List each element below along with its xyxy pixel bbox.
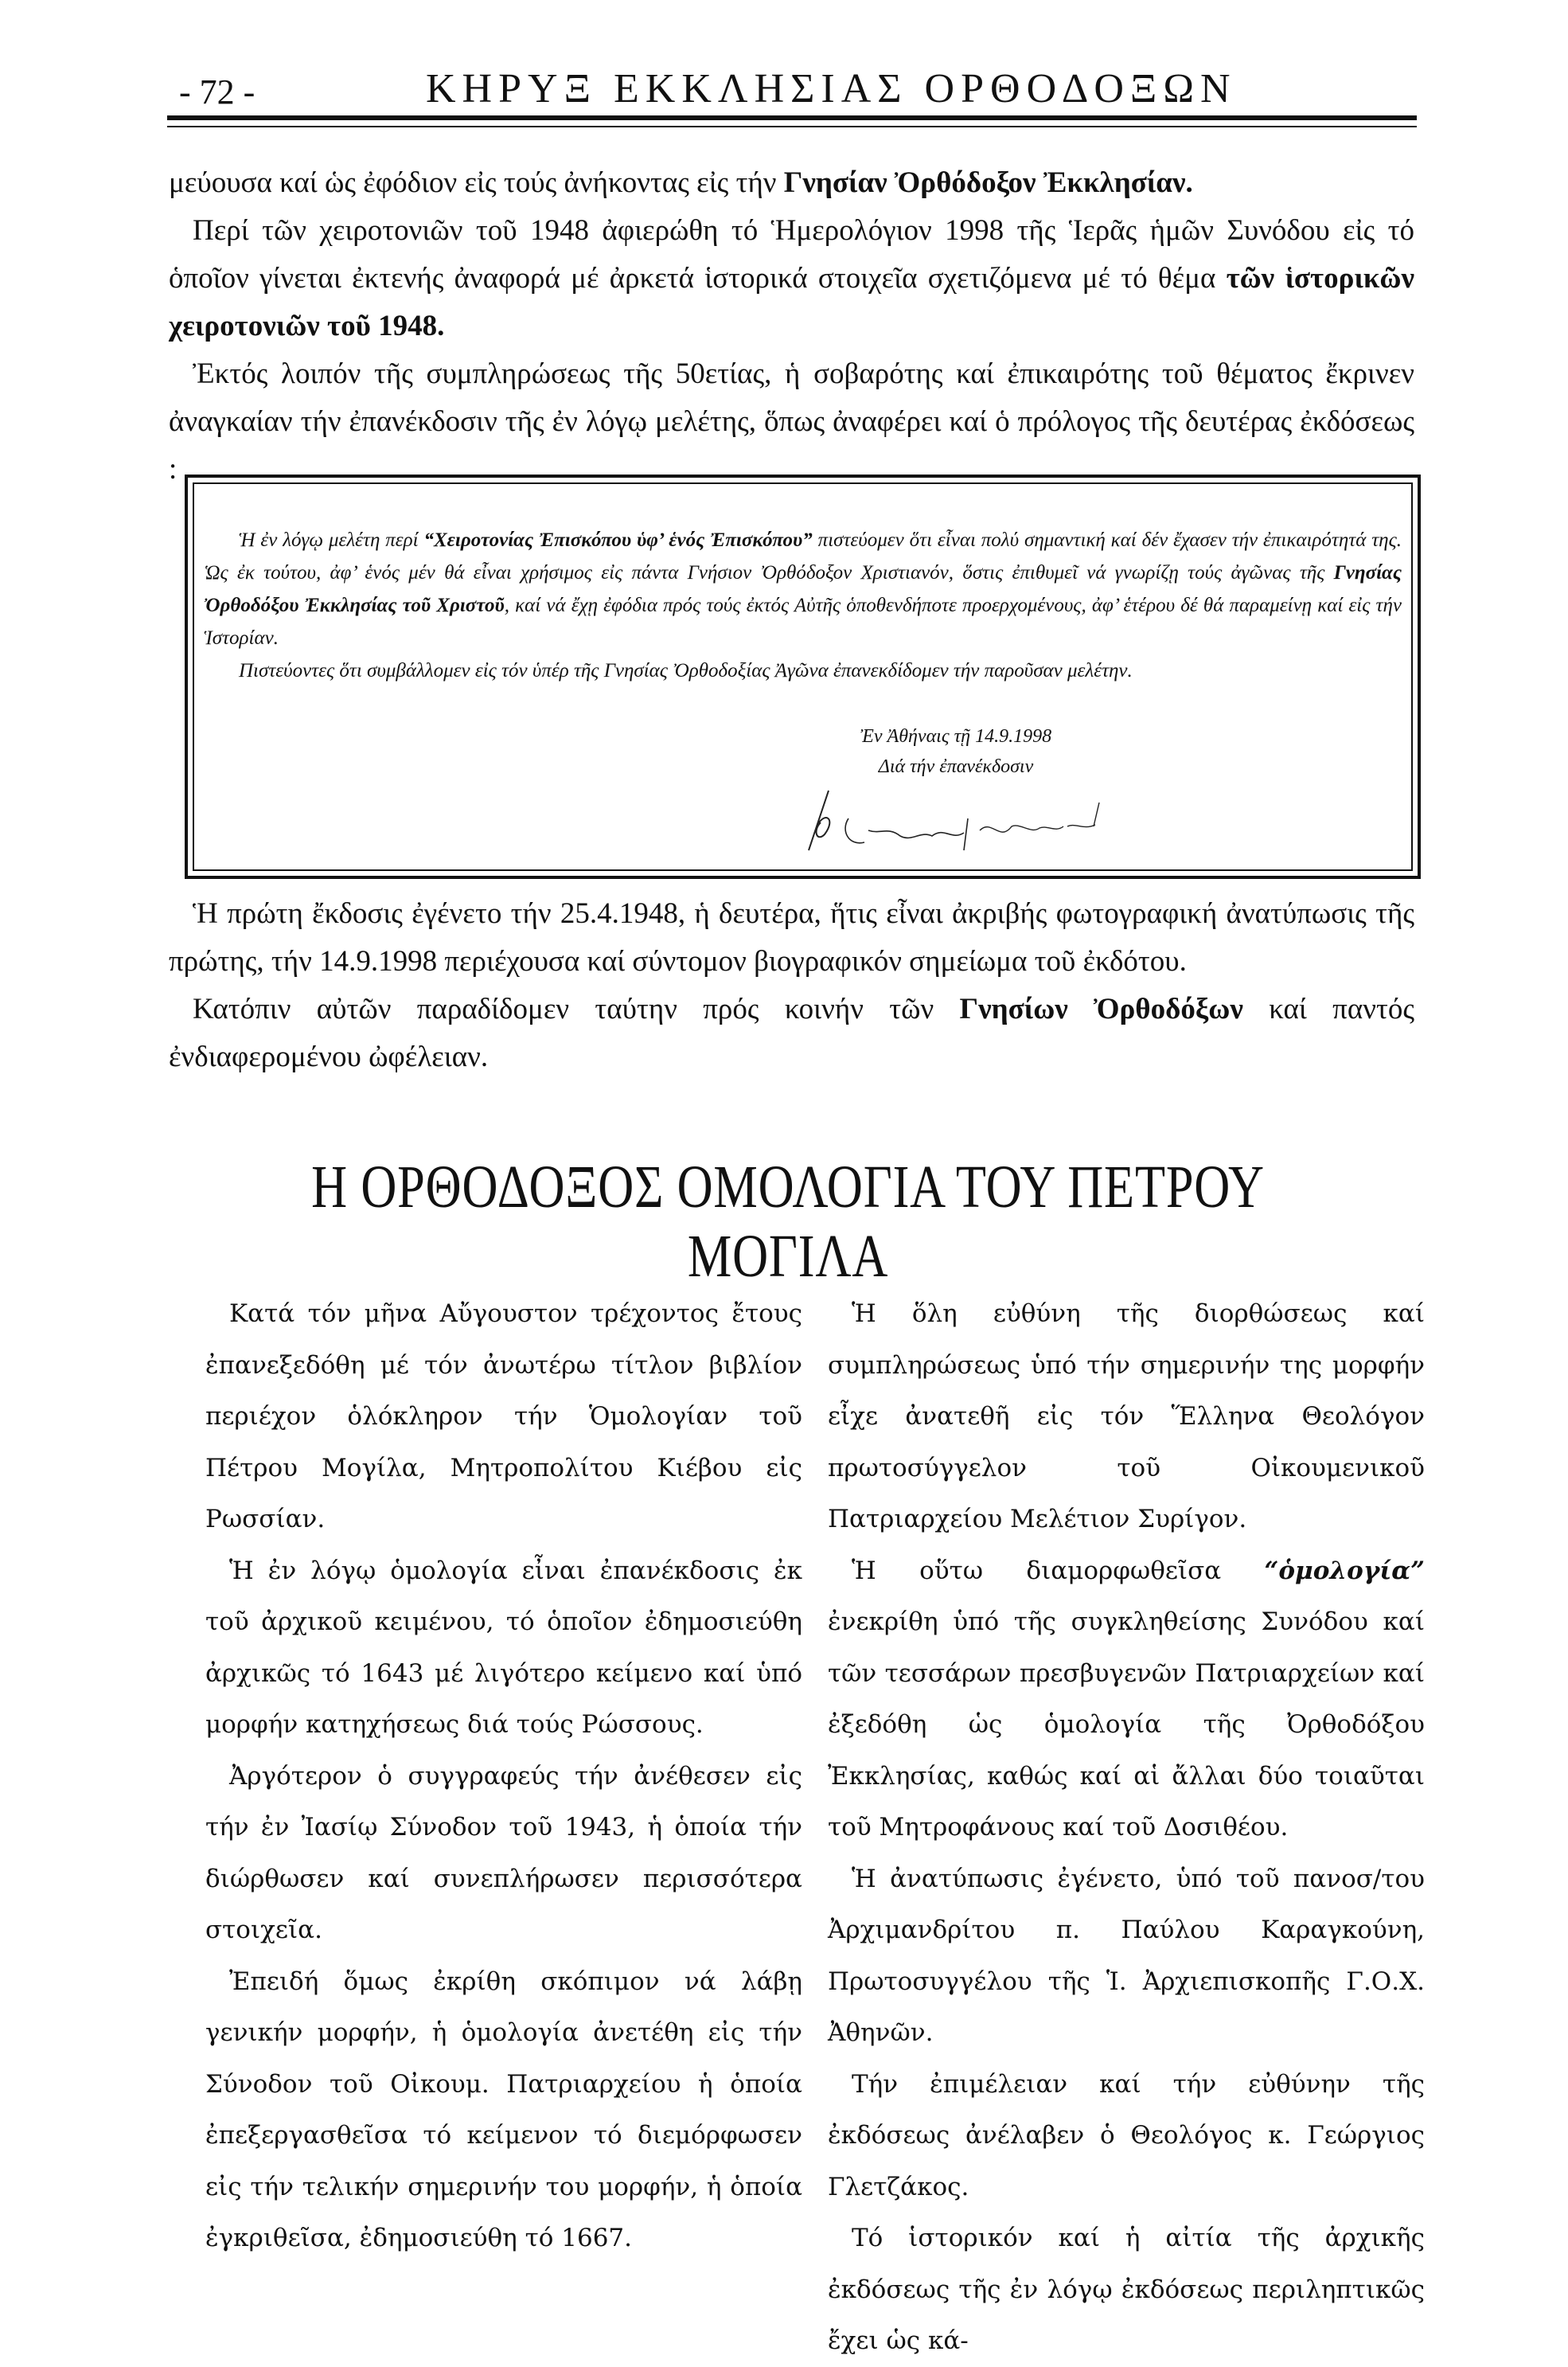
lead-p2-text: Περί τῶν χειροτονιῶν τοῦ 1948 ἀφιερώθη τό Ἡμερολόγιον 1998 τῆς Ἱερᾶς ἡμῶν Συνόδου εἰς τό ὁποῖον γίνεται ἐκτενής ἀναφορά μέ ἀρκετά ἱστορικά στοιχεῖα σχετιζόμενα μέ τό θέμα xyxy=(169,214,1414,295)
quote-p1-a: Ἡ ἐν λόγῳ μελέτη περί xyxy=(239,529,424,551)
right-paragraph-2 xyxy=(828,1545,1425,1853)
left-paragraph: Ἀργότερον ὁ συγγραφεύς τήν ἀνέθεσεν εἰς τήν ἐν Ἰασίῳ Σύνοδον τοῦ 1943, ἡ ὁποία τήν διώρθωσεν καί συνεπλήρωσεν περισσότερα στοιχεῖα. xyxy=(205,1761,802,1944)
quote-paragraph-1 xyxy=(204,524,1402,654)
left-paragraph: Κατά τόν μῆνα Αὔγουστον τρέχοντος ἔτους ἐπανεξεδόθη μέ τόν ἀνωτέρω τίτλον βιβλίον περιέχον ὁλόκληρον τήν Ὁμολογίαν τοῦ Πέτρου Μογίλα, Μητροπολίτου Κιέβου εἰς Ρωσσίαν. xyxy=(205,1299,802,1533)
signature-block xyxy=(837,721,1075,782)
lead-paragraph-3: Ἐκτός λοιπόν τῆς συμπληρώσεως τῆς 50ετίας, ἡ σοβαρότης καί ἐπικαιρότης τοῦ θέματος ἔκρινεν ἀναγκαίαν τήν ἐπανέκδοσιν τῆς ἐν λόγῳ μελέτης, ὅπως ἀναφέρει καί ὁ πρόλογος τῆς δευτέρας ἐκδόσεως : xyxy=(169,357,1414,486)
header-rule-thin xyxy=(167,126,1417,127)
right-paragraph-5: Τό ἱστορικόν καί ἡ αἰτία τῆς ἀρχικῆς ἐκδόσεως τῆς ἐν λόγῳ ἐκδόσεως περιληπτικῶς ἔχει ὡς κά- xyxy=(828,2224,1425,2355)
for-reissue: Διά τήν ἐπανέκδοσιν xyxy=(878,756,1034,777)
left-column xyxy=(205,1288,802,2264)
place-date: Ἐν Ἀθήναις τῇ 14.9.1998 xyxy=(860,726,1052,747)
right-p2-end: ἐνεκρίθη ὑπό τῆς συγκληθείσης Συνόδου καί τῶν τεσσάρων πρεσβυγενῶν Πατριαρχείων καί ἐξεδόθη ὡς ὁμολογία τῆς Ὀρθοδόξου Ἐκκλησίας, καθώς καί αἱ ἄλλαι δύο τοιαῦται τοῦ Μητροφάνους καί τοῦ Δοσιθέου. xyxy=(828,1607,1425,1842)
body2-paragraph-2 xyxy=(169,986,1414,1081)
quote-text xyxy=(204,524,1402,777)
right-p2-emphasis: “ὁμολογία” xyxy=(1264,1556,1425,1585)
lead-paragraph-2 xyxy=(169,207,1414,350)
body2-paragraph-1: Ἡ πρώτη ἔκδοσις ἐγένετο τήν 25.4.1948, ἡ δευτέρα, ἥτις εἶναι ἀκριβής φωτογραφική ἀνατύπωσις τῆς πρώτης, τήν 14.9.1998 περιέχουσα καί σύντομον βιογραφικόν σημείωμα τοῦ ἐκδότου. xyxy=(169,897,1414,978)
handwritten-signature-icon xyxy=(793,787,1127,858)
body-text-2 xyxy=(169,890,1414,1081)
quote-p1-bold1: “Χειροτονίας Ἐπισκόπου ὑφ’ ἑνός Ἐπισκόπου” xyxy=(423,529,813,551)
right-paragraph-3: Ἡ ἀνατύπωσις ἐγένετο, ὑπό τοῦ πανοσ/του Ἀρχιμανδρίτου π. Παύλου Καραγκούνη, Πρωτοσυγγέλου τῆς Ἱ. Ἀρχιεπισκοπῆς Γ.Ο.Χ. Ἀθηνῶν. xyxy=(828,1864,1425,2047)
lead-p1-bold: Γνησίαν Ὀρθόδοξον Ἐκκλησίαν. xyxy=(783,166,1193,199)
lead-paragraph-1 xyxy=(169,159,1414,207)
right-p2-text: Ἡ οὕτω διαμορφωθεῖσα xyxy=(852,1556,1265,1585)
right-column xyxy=(828,1288,1425,2367)
lead-p2-bold: τῶν ἱστορικῶν χειροτονιῶν τοῦ 1948. xyxy=(169,262,1414,342)
lead-p1-text: μεύουσα καί ὡς ἐφόδιον εἰς τούς ἀνήκοντας εἰς τήν xyxy=(169,166,784,199)
left-paragraph: Ἡ ἐν λόγῳ ὁμολογία εἶναι ἐπανέκδοσις ἐκ τοῦ ἀρχικοῦ κειμένου, τό ὁποῖον ἐδημοσιεύθη ἀρχικῶς τό 1643 μέ λιγότερο κείμενο καί ὑπό μορφήν κατηχήσεως διά τούς Ρώσσους. xyxy=(205,1556,802,1739)
running-title: ΚΗΡΥΞ ΕΚΚΛΗΣΙΑΣ ΟΡΘΟΔΟΞΩΝ xyxy=(426,66,1237,111)
quote-paragraph-2: Πιστεύοντες ὅτι συμβάλλομεν εἰς τόν ὑπέρ τῆς Γνησίας Ὀρθοδοξίας Ἀγῶνα ἐπανεκδίδομεν τήν παροῦσαν μελέτην. xyxy=(239,660,1133,682)
quote-p1-c: , καί νά ἔχῃ ἐφόδια πρός τούς ἐκτός Αὐτῆς ὁποθενδήποτε προερχομένους, ἀφ’ ἑτέρου δέ θά παραμείνῃ καί εἰς τήν Ἱστορίαν. xyxy=(204,595,1402,649)
header-rule-thick xyxy=(167,115,1417,120)
page-number: - 72 - xyxy=(179,72,255,111)
right-paragraph-4: Τήν ἐπιμέλειαν καί τήν εὐθύνην τῆς ἐκδόσεως ἀνέλαβεν ὁ Θεολόγος κ. Γεώργιος Γλετζάκος. xyxy=(828,2069,1425,2201)
lead-text xyxy=(169,159,1414,494)
body2-p2-end: καί παντός ἐνδιαφερομένου ὠφέλειαν. xyxy=(169,993,1414,1073)
body2-p2-bold: Γνησίων Ὀρθοδόξων xyxy=(959,993,1243,1025)
quote-box xyxy=(185,475,1421,879)
right-paragraph-1: Ἡ ὅλη εὐθύνη τῆς διορθώσεως καί συμπληρώσεως ὑπό τήν σημερινήν της μορφήν εἶχε ἀνατεθῆ εἰς τόν Ἕλληνα Θεολόγον πρωτοσύγγελον τοῦ Οἰκουμενικοῦ Πατριαρχείου Μελέτιον Συρίγον. xyxy=(828,1299,1425,1533)
section-title: Η ΟΡΘΟΔΟΞΟΣ ΟΜΟΛΟΓΙΑ ΤΟΥ ΠΕΤΡΟΥ ΜΟΓΙΛΑ xyxy=(311,1154,1265,1290)
left-paragraph: Ἐπειδή ὅμως ἐκρίθη σκόπιμον νά λάβῃ γενικήν μορφήν, ἡ ὁμολογία ἀνετέθη εἰς τήν Σύνοδον τοῦ Οἰκουμ. Πατριαρχείου ἡ ὁποία ἐπεξεργασθεῖσα τό κείμενον τό διεμόρφωσεν εἰς τήν τελικήν σημερινήν του μορφήν, ἡ ὁποία ἐγκριθεῖσα, ἐδημοσιεύθη τό 1667. xyxy=(205,1967,802,2252)
quote-p1-b: πιστεύομεν ὅτι εἶναι πολύ σημαντική καί δέν ἔχασεν τήν ἐπικαιρότητά της. Ὡς ἐκ τούτου, ἀφ’ ἑνός μέν θά εἶναι χρήσιμος εἰς πάντα Γνήσιον Ὀρθόδοξον Χριστιανόν, ὅστις ἐπιθυμεῖ νά γνωρίζῃ τούς ἀγῶνας τῆς xyxy=(204,529,1402,584)
quote-p1-bold2: Γνησίας Ὀρθοδόξου Ἐκκλησίας τοῦ Χριστοῦ xyxy=(204,562,1402,616)
body2-p2-text: Κατόπιν αὐτῶν παραδίδομεν ταύτην πρός κοινήν τῶν xyxy=(193,993,960,1025)
